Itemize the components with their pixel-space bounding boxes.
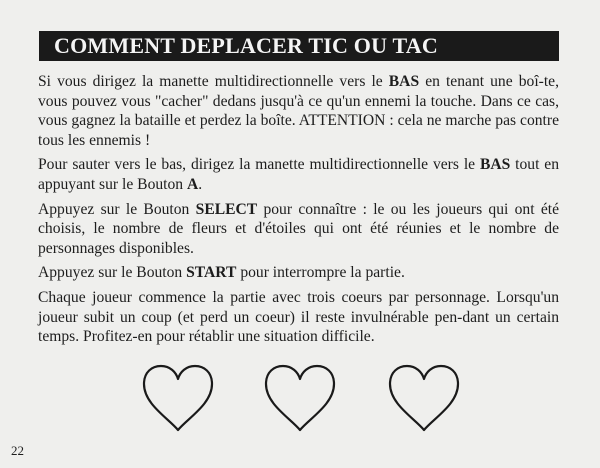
- paragraph: [38, 200, 559, 259]
- heart-icon: [140, 360, 216, 436]
- section-title: COMMENT DEPLACER TIC OU TAC: [54, 33, 438, 58]
- text-run: en tenant une boî-te, vous pouvez vous "cacher" dedans jusqu'à ce qu'un ennemi la touche. Dans ce cas, vous gagnez la bataille et perdez la boîte. ATTENTION : cela ne marche pas contre tous les ennemis !: [38, 73, 559, 149]
- text-run: Appuyez sur le Bouton: [38, 200, 196, 218]
- bold-term: BAS: [479, 156, 511, 174]
- paragraph: [38, 288, 559, 347]
- text-run: Pour sauter vers le bas, dirigez la manette multidirectionnelle vers le: [38, 156, 480, 174]
- text-run: pour interrompre la partie.: [236, 264, 405, 282]
- text-run: Appuyez sur le Bouton: [38, 264, 187, 282]
- hearts-row: [140, 360, 480, 440]
- paragraph: [38, 155, 559, 194]
- section-title-bar: [39, 31, 559, 61]
- page-number: 22: [11, 443, 24, 458]
- bold-term: A: [187, 175, 199, 193]
- heart-icon: [262, 360, 338, 436]
- bold-term: SELECT: [195, 200, 258, 218]
- text-run: Chaque joueur commence la partie avec trois coeurs par personnage. Lorsqu'un joueur subit un coup (et perd un coeur) il reste invulnérable pen-dant un certain temps. Profitez-en pour rétablir une situation difficile.: [38, 288, 559, 346]
- text-run: pour connaître : le ou les joueurs qui ont été choisis, le nombre de fleurs et d'étoiles qui ont été réunies et le nombre de personnages disponibles.: [38, 200, 559, 257]
- text-run: Si vous dirigez la manette multidirectionnelle vers le: [38, 73, 389, 90]
- bold-term: BAS: [388, 73, 420, 90]
- text-run: tout en appuyant sur le Bouton: [38, 156, 559, 193]
- paragraph: [38, 263, 559, 283]
- bold-term: START: [186, 264, 237, 282]
- instructions-body: [38, 72, 559, 352]
- heart-icon: [386, 360, 462, 436]
- paragraph: [38, 72, 559, 150]
- text-run: .: [198, 175, 203, 193]
